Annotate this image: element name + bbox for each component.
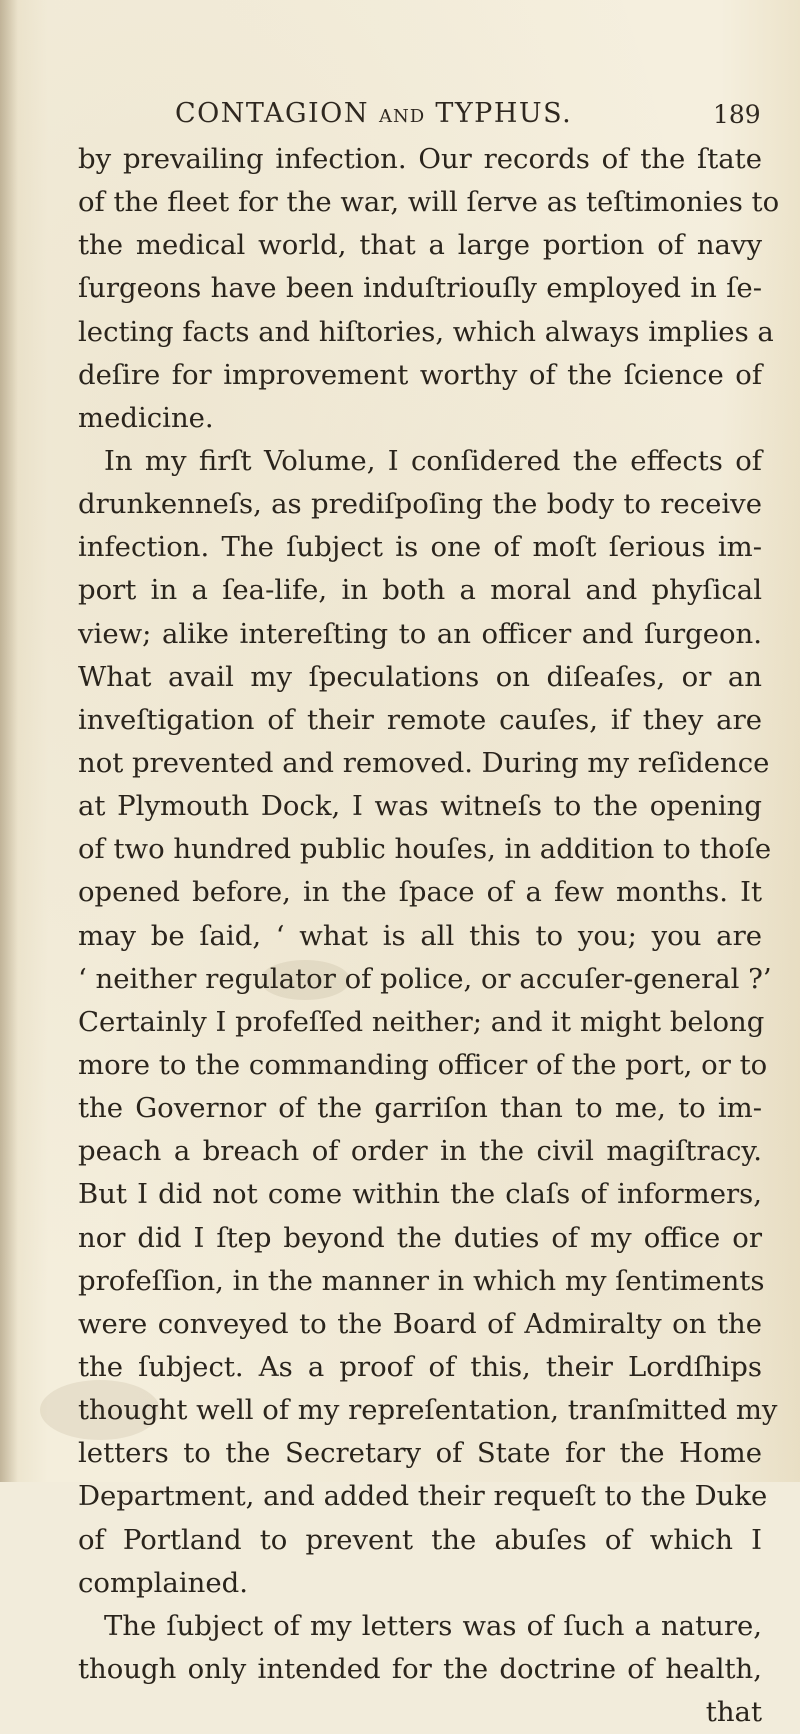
text-line: not prevented and removed. During my reſidence xyxy=(78,746,770,779)
text-line: infection. The ſubject is one of moſt ſerious im- xyxy=(78,531,762,564)
title-tail: TYPHUS. xyxy=(435,98,573,129)
text-line: letters to the Secretary of State for the Home xyxy=(78,1437,762,1470)
text-line: peach a breach of order in the civil magiſtracy. xyxy=(78,1135,762,1168)
text-line: the Governor of the garriſon than to me, to im- xyxy=(78,1092,762,1125)
text-line: deſire for improvement worthy of the ſcience of xyxy=(78,358,762,391)
text-line: ‘ neither regulator of police, or accuſer-general ?’ xyxy=(78,962,772,995)
text-line: of the fleet for the war, will ſerve as teſtimonies to xyxy=(78,186,780,219)
title-and: AND xyxy=(379,106,426,127)
text-line: port in a ſea-life, in both a moral and phyſical xyxy=(78,574,762,607)
title-main: CONTAGION xyxy=(175,98,369,129)
text-line: Certainly I profeſſed neither; and it might belong xyxy=(78,1005,765,1038)
text-line: opened before, in the ſpace of a few months. It xyxy=(78,876,762,909)
text-line: drunkenneſs, as prediſpoſing the body to receive xyxy=(78,488,762,521)
text-line: inveſtigation of their remote cauſes, if they are xyxy=(78,703,762,736)
text-line: What avail my ſpeculations on diſeaſes, or an xyxy=(78,660,762,693)
paragraph-start-line: The ſubject of my letters was of ſuch a nature, xyxy=(104,1609,762,1642)
text-line: at Plymouth Dock, I was witneſs to the opening xyxy=(78,790,762,823)
running-head xyxy=(0,98,800,138)
body-text xyxy=(78,138,780,1734)
text-line: Department, and added their requeſt to the Duke xyxy=(78,1480,768,1513)
text-line: complained. xyxy=(78,1566,248,1599)
text-line: though only intended for the doctrine of health, xyxy=(78,1652,762,1685)
text-line: by prevailing infection. Our records of the ſtate xyxy=(78,143,762,175)
text-line: more to the commanding officer of the port, or to xyxy=(78,1048,768,1081)
text-line: lecting facts and hiſtories, which always implies a xyxy=(78,315,774,348)
text-line: the ſubject. As a proof of this, their Lordſhips xyxy=(78,1350,762,1383)
text-line: of two hundred public houſes, in addition to thoſe xyxy=(78,833,772,866)
text-line: view; alike intereſting to an officer and ſurgeon. xyxy=(78,617,762,650)
running-head-title xyxy=(175,98,572,129)
text-line: profeſſion, in the manner in which my ſentiments xyxy=(78,1264,765,1297)
text-line: But I did not come within the claſs of informers, xyxy=(78,1178,762,1211)
paragraph-start-line: In my firſt Volume, I conſidered the effects of xyxy=(104,444,762,477)
text-line: nor did I ſtep beyond the duties of my office or xyxy=(78,1221,762,1254)
text-line: medicine. xyxy=(78,401,214,434)
text-line: the medical world, that a large portion of navy xyxy=(78,229,762,262)
text-line: may be ſaid, ‘ what is all this to you; you are xyxy=(78,919,762,952)
text-line: of Portland to prevent the abuſes of which I xyxy=(78,1523,762,1556)
page-number: 189 xyxy=(713,100,761,129)
binding-shadow xyxy=(0,0,18,1482)
text-line: thought well of my repreſentation, tranſmitted my xyxy=(78,1394,778,1427)
text-line: ſurgeons have been induſtriouſly employed in ſe- xyxy=(78,272,762,305)
text-line: were conveyed to the Board of Admiralty on the xyxy=(78,1307,762,1340)
catchword: that xyxy=(705,1696,762,1729)
